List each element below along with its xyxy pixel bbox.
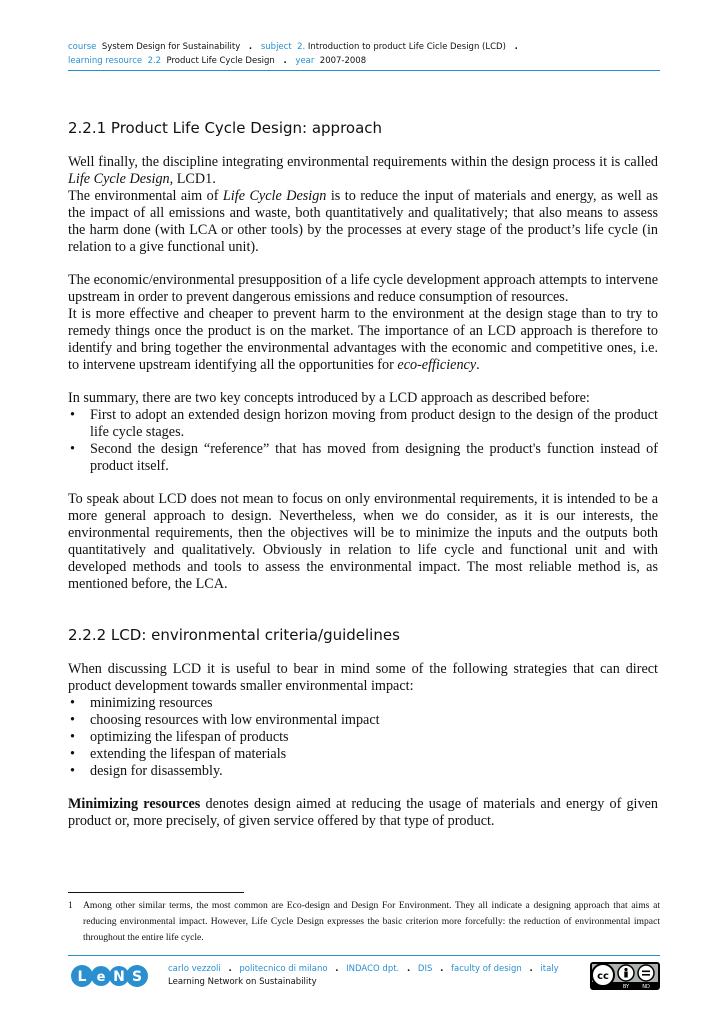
- emphasis: eco-efficiency: [397, 357, 477, 373]
- document-body: [68, 118, 658, 830]
- footer-line-1: [168, 963, 588, 976]
- footer-separator: .: [406, 964, 411, 974]
- footer-divider: [68, 955, 660, 956]
- section-1-paragraph-1: [68, 154, 658, 188]
- creative-commons-license-icon: [590, 962, 660, 990]
- spacer: [68, 780, 658, 796]
- resource-number: 2.2: [147, 56, 162, 66]
- header-separator: .: [248, 42, 253, 52]
- logo-letter: S: [131, 969, 143, 985]
- footer-separator: .: [529, 964, 533, 974]
- subject-label: subject: [260, 42, 292, 52]
- spacer: [68, 138, 658, 154]
- lens-logo: [70, 962, 150, 990]
- license-nd-text: ND: [642, 984, 650, 990]
- footer-separator: .: [440, 964, 444, 974]
- logo-letter: L: [77, 969, 87, 985]
- course-value: System Design for Sustainability: [101, 42, 241, 52]
- footer-author: carlo vezzoli: [168, 964, 221, 974]
- footnote: [68, 898, 660, 946]
- subject-value: Introduction to product Life Cicle Design (LCD): [307, 42, 506, 52]
- text-run: The environmental aim of: [68, 188, 223, 204]
- subject-number: 2.: [297, 42, 306, 52]
- footnote-number: 1: [68, 900, 73, 911]
- section-1-paragraph-3: [68, 306, 658, 374]
- page-footer: [168, 963, 588, 989]
- footer-dept: INDACO dpt.: [346, 964, 400, 974]
- footer-network: Learning Network on Sustainability: [168, 977, 317, 987]
- section-1-paragraph-5: To speak about LCD does not mean to focus on only environmental requirements, it is intended to be a more general approach to design. Nevertheless, when we do consider, as it is our interests, the environmental requirements, then the objectives will be to minimize the inputs and the outputs both quantitatively and qualitatively. Obviously in relation to life cycle and functional unit and with developed methods and tools to assess the environmental impact. The most reliable method is, as mentioned before, the LCA.: [68, 491, 658, 592]
- year-value: 2007-2008: [319, 56, 367, 66]
- course-label: course: [68, 42, 97, 52]
- spacer: [68, 374, 658, 390]
- footnote-divider: [68, 892, 244, 893]
- text-run: It is more effective and cheaper to prevent harm to the environment at the design stage than to try to remedy things once the product is on the market. The importance of an LCD approach is therefore to identify and bring together the environmental advantages with the economic and competitive ones, i.e. to intervene upstream identifying all the opportunities for: [68, 306, 658, 373]
- section-1-paragraph-4: In summary, there are two key concepts introduced by a LCD approach as described before:: [68, 390, 590, 406]
- header-line-2: [68, 54, 660, 68]
- footer-dis: DIS: [417, 964, 433, 974]
- header-separator: .: [283, 56, 287, 66]
- year-label: year: [295, 56, 315, 66]
- footer-university: politecnico di milano: [239, 964, 328, 974]
- text-run: .: [476, 357, 480, 373]
- section-2-paragraph-2: [68, 796, 658, 830]
- strategies-list: [68, 695, 658, 780]
- text-run: , LCD1.: [169, 171, 216, 187]
- header-separator: .: [514, 42, 518, 52]
- list-item: • Second the design “reference” that has moved from designing the product's function instead of product itself.: [68, 441, 658, 475]
- footer-faculty: faculty of design: [451, 964, 522, 974]
- header-divider: [68, 70, 660, 71]
- list-item: • extending the lifespan of materials: [68, 746, 658, 763]
- footnote-text: Among other similar terms, the most common are Eco-design and Design For Environment. They all indicate a designing approach that aims at reducing environmental impact. However, Life Cycle Design expresses the basic criterion more forcefully: the reduction of environmental impact throughout the entire life cycle.: [83, 900, 660, 943]
- logo-letter: e: [96, 970, 106, 985]
- list-item: • design for disassembly.: [68, 763, 658, 780]
- logo-letter: N: [113, 969, 125, 985]
- footer-country: italy: [540, 964, 559, 974]
- list-item: • optimizing the lifespan of products: [68, 729, 658, 746]
- text-run: denotes design aimed at reducing the usage of materials and energy of given product or, more precisely, of given service offered by that type of product.: [68, 796, 658, 829]
- spacer: [68, 475, 658, 491]
- page-header: [68, 40, 660, 68]
- section-1-paragraph-1b: [68, 188, 658, 256]
- cc-text: cc: [597, 971, 609, 982]
- spacer: [68, 645, 658, 661]
- header-line-1: [68, 40, 660, 54]
- list-item: • First to adopt an extended design horizon moving from product design to the design of the product life cycle stages.: [68, 407, 658, 441]
- section-1-paragraph-2: The economic/environmental presupposition of a life cycle development approach attempts to intervene upstream in order to prevent dangerous emissions and reduce consumption of resources.: [68, 272, 658, 305]
- section-1-heading: 2.2.1 Product Life Cycle Design: approach: [68, 119, 383, 137]
- resource-label: learning resource: [68, 56, 143, 66]
- list-item: • minimizing resources: [68, 695, 658, 712]
- footer-separator: .: [335, 964, 339, 974]
- text-run: Well finally, the discipline integrating environmental requirements within the design process it is called: [68, 154, 658, 170]
- key-concepts-list: [68, 407, 658, 475]
- list-item: • choosing resources with low environmental impact: [68, 712, 658, 729]
- bold-term: Minimizing resources: [68, 796, 201, 812]
- section-2-heading: 2.2.2 LCD: environmental criteria/guidelines: [68, 626, 400, 644]
- section-2-paragraph-1: When discussing LCD it is useful to bear in mind some of the following strategies that can direct product development towards smaller environmental impact:: [68, 661, 658, 694]
- text-run: is to reduce the input of materials and energy, as well as the impact of all emissions and waste, both quantitatively and qualitatively; that also means to assess the harm done (with LCA or other tools) by the processes at every stage of the product’s life cycle (in relation to a give functional unit).: [68, 188, 658, 255]
- resource-value: Product Life Cycle Design: [166, 56, 275, 66]
- footer-separator: .: [228, 964, 232, 974]
- spacer: [68, 256, 658, 272]
- emphasis: Life Cycle Design: [68, 171, 170, 187]
- license-by-text: BY: [622, 984, 630, 990]
- emphasis: Life Cycle Design: [222, 188, 327, 204]
- spacer: [68, 593, 658, 625]
